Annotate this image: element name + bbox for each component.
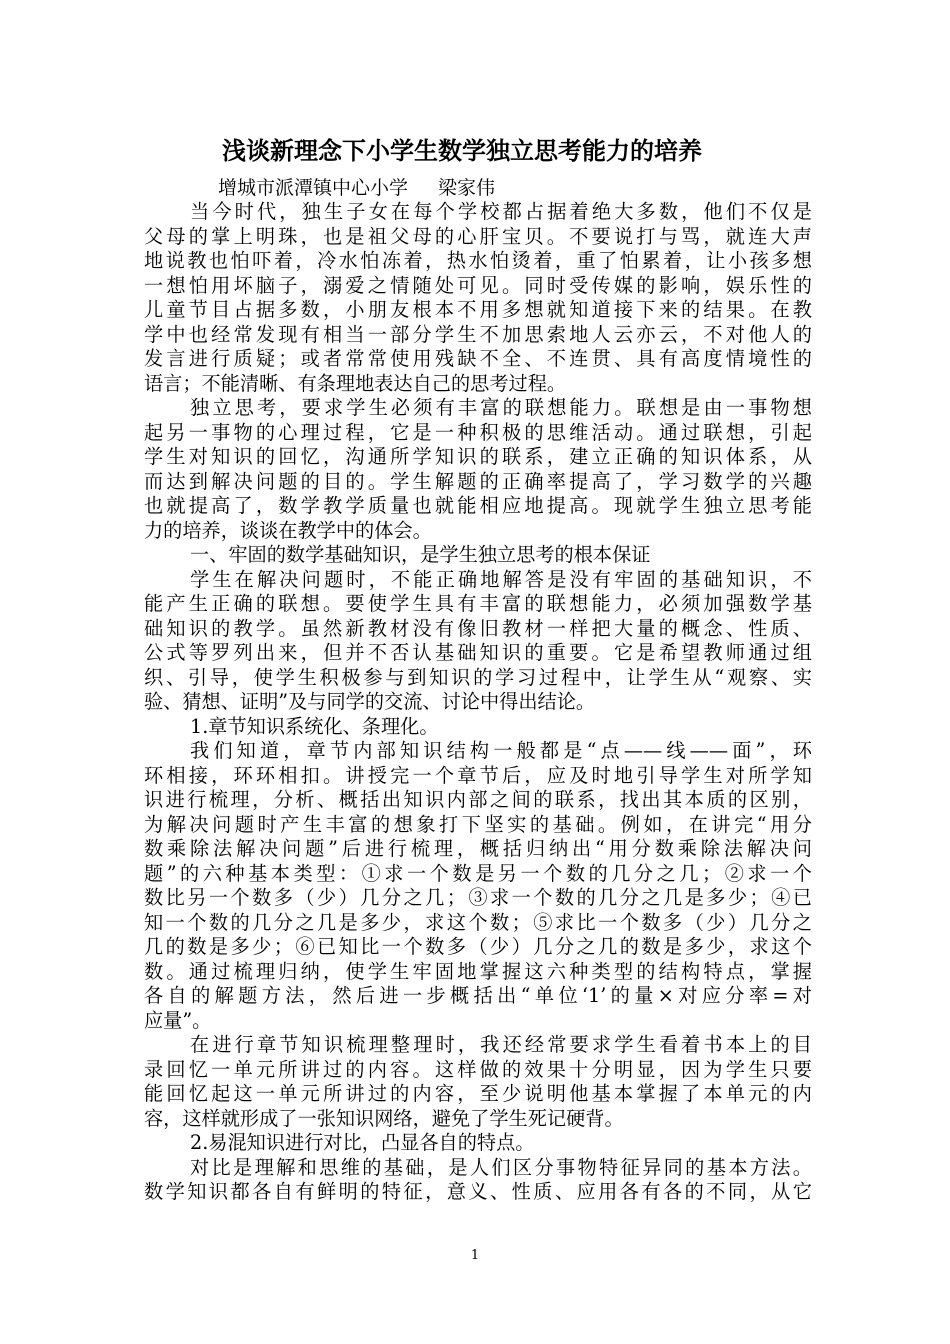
text-line: 独立思考，要求学生必须有丰富的联想能力。联想是由一事物想 xyxy=(190,396,812,419)
text-line: 一、牢固的数学基础知识，是学生独立思考的根本保证 xyxy=(190,543,651,566)
text-line: 数乘除法解决问题”后进行梳理，概括归纳出“用分数乘除法解决问 xyxy=(144,837,812,860)
author-school: 增城市派潭镇中心小学 xyxy=(218,177,409,199)
text-line: 能产生正确的联想。要使学生具有丰富的联想能力，必须加强数学基 xyxy=(144,592,812,615)
text-line: 知一个数的几分之几是多少，求这个数；⑤求比一个数多（少）几分之 xyxy=(144,910,812,934)
text-line: 当今时代，独生子女在每个学校都占据着绝大多数，他们不仅是 xyxy=(190,200,812,223)
text-line: 语言；不能清晰、有条理地表达自己的思考过程。 xyxy=(144,371,567,395)
text-line: 织、引导，使学生积极参与到知识的学习过程中，让学生从“观察、实 xyxy=(144,665,812,689)
text-line: 录回忆一单元所讲过的内容。这样做的效果十分明显，因为学生只要 xyxy=(144,1057,812,1081)
text-line: 应量”。 xyxy=(144,1008,212,1032)
text-line: 学中也经常发现有相当一部分学生不加思索地人云亦云，不对他人的 xyxy=(144,322,812,346)
text-line: 我们知道，章节内部知识结构一般都是“点——线——面”，环 xyxy=(190,739,812,762)
text-line: 数。通过梳理归纳，使学生牢固地掌握这六种类型的结构特点，掌握 xyxy=(144,959,812,983)
text-line: 公式等罗列出来，但并不否认基础知识的重要。它是希望教师通过组 xyxy=(144,641,812,664)
text-line: 识进行梳理，分析、概括出知识内部之间的联系，找出其本质的区别， xyxy=(144,788,812,811)
text-line: 几的数是多少；⑥已知比一个数多（少）几分之几的数是多少，求这个 xyxy=(144,935,812,958)
text-line: 对比是理解和思维的基础，是人们区分事物特征异同的基本方法。 xyxy=(190,1155,812,1179)
text-line: 2.易混知识进行对比，凸显各自的特点。 xyxy=(190,1131,535,1154)
text-line: 环相接，环环相扣。讲授完一个章节后，应及时地引导学生对所学知 xyxy=(144,763,812,787)
text-line: 1.章节知识系统化、条理化。 xyxy=(190,714,439,738)
document-title: 浅谈新理念下小学生数学独立思考能力的培养 xyxy=(222,137,702,165)
text-line: 也就提高了，数学教学质量也就能相应地提高。现就学生独立思考能 xyxy=(144,494,812,517)
text-line: 能回忆起这一单元所讲过的内容，至少说明他基本掌握了本单元的内 xyxy=(144,1082,812,1105)
page-number: 1 xyxy=(470,1248,480,1263)
text-line: 验、猜想、证明”及与同学的交流、讨论中得出结论。 xyxy=(144,690,596,713)
text-line: 数学知识都各自有鲜明的特征，意义、性质、应用各有各的不同，从它 xyxy=(144,1180,812,1203)
text-line: 学生对知识的回忆，沟通所学知识的联系，建立正确的知识体系，从 xyxy=(144,445,812,468)
text-line: 各自的解题方法，然后进一步概括出“单位‘1’的量×对应分率=对 xyxy=(144,984,812,1007)
text-line: 础知识的教学。虽然新教材没有像旧教材一样把大量的概念、性质、 xyxy=(144,616,812,640)
text-line: 父母的掌上明珠，也是祖父母的心肝宝贝。不要说打与骂，就连大声 xyxy=(144,224,812,248)
text-line: 而达到解决问题的目的。学生解题的正确率提高了，学习数学的兴趣 xyxy=(144,469,812,493)
text-line: 儿童节目占据多数，小朋友根本不用多想就知道接下来的结果。在教 xyxy=(144,298,812,321)
text-line: 发言进行质疑；或者常常使用残缺不全、不连贯、具有高度情境性的 xyxy=(144,347,812,370)
text-line: 题”的六种基本类型：①求一个数是另一个数的几分之几；②求一个 xyxy=(144,861,812,885)
text-line: 学生在解决问题时，不能正确地解答是没有牢固的基础知识，不 xyxy=(190,567,812,591)
author-line xyxy=(218,175,495,201)
text-line: 地说教也怕吓着，冷水怕冻着，热水怕烫着，重了怕累着，让小孩多想 xyxy=(144,249,812,272)
text-line: 数比另一个数多（少）几分之几；③求一个数的几分之几是多少；④已 xyxy=(144,886,812,909)
text-line: 一想怕用坏脑子，溺爱之情随处可见。同时受传媒的影响，娱乐性的 xyxy=(144,273,812,297)
text-line: 容，这样就形成了一张知识网络，避免了学生死记硬背。 xyxy=(144,1106,624,1130)
text-line: 力的培养，谈谈在教学中的体会。 xyxy=(144,518,432,542)
text-line: 为解决问题时产生丰富的想象打下坚实的基础。例如，在讲完“用分 xyxy=(144,812,812,836)
text-line: 在进行章节知识梳理整理时，我还经常要求学生看着书本上的目 xyxy=(190,1033,812,1056)
author-name: 梁家伟 xyxy=(438,177,496,199)
body-text xyxy=(144,200,812,1205)
text-line: 起另一事物的心理过程，它是一种积极的思维活动。通过联想，引起 xyxy=(144,420,812,444)
